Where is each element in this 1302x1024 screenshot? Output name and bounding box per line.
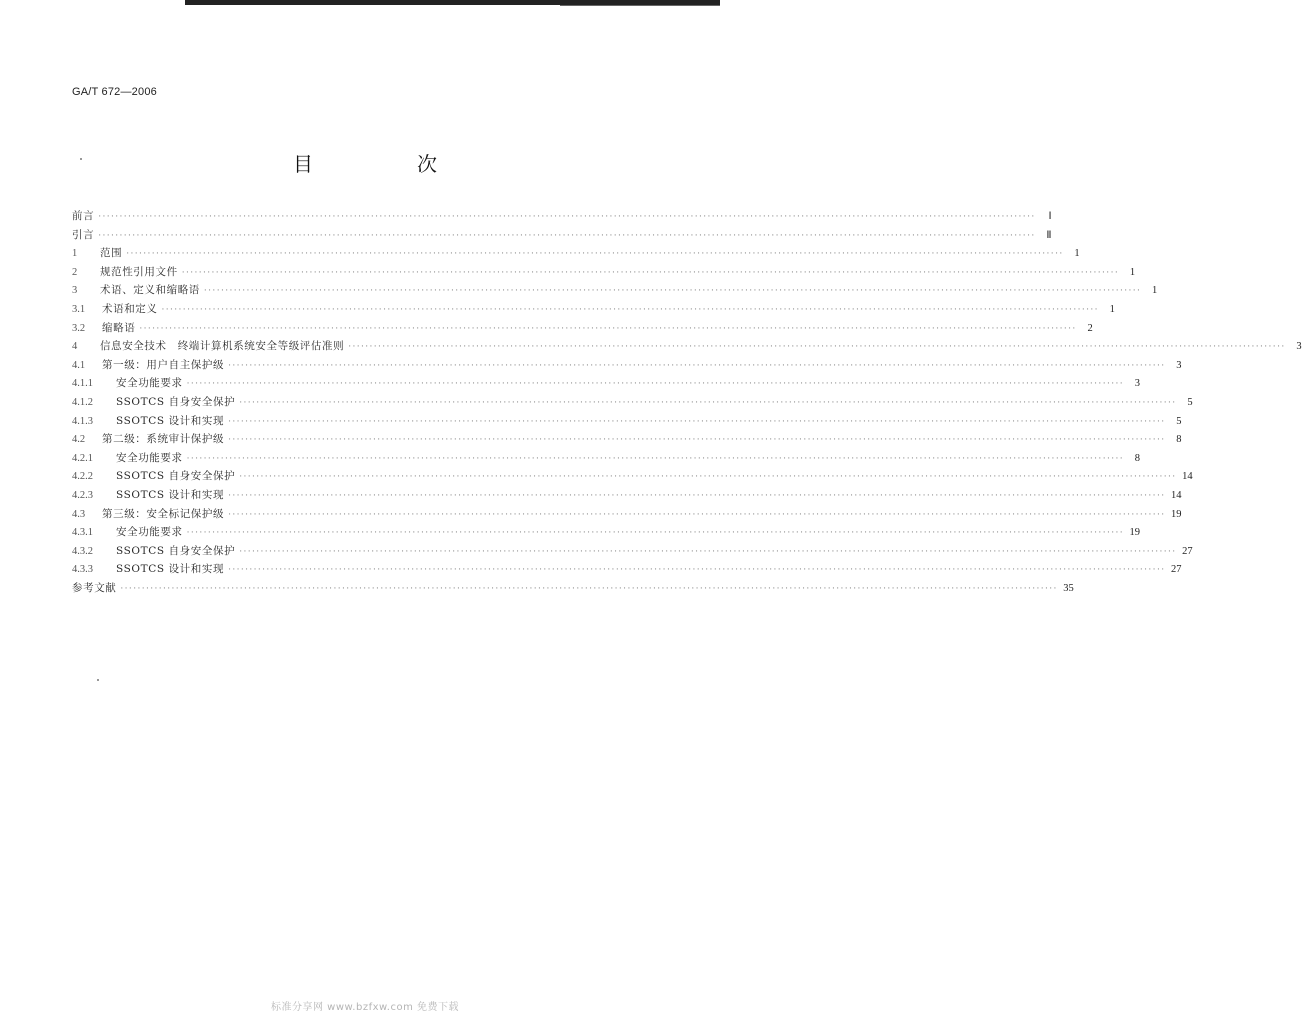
toc-entry-label: SSOTCS 设计和实现 [116,488,225,501]
table-of-contents [72,208,1302,598]
toc-entry-label: 安全功能要求 [116,526,183,539]
toc-entry-label: SSOTCS 自身安全保护 [116,544,236,557]
toc-entry[interactable] [72,208,1052,227]
toc-entry-number: 4.2.3 [72,489,93,501]
toc-entry-page: 3 [1296,341,1302,353]
toc-dot-leader: ···························································································································································································································· [228,490,1166,501]
toc-entry[interactable] [72,468,1193,487]
toc-entry-page: 1 [1074,248,1080,260]
toc-entry-page: 8 [1176,434,1182,446]
toc-entry-page: 5 [1187,396,1193,408]
toc-entry[interactable] [72,245,1080,264]
toc-dot-leader: ···························································································································································································································· [161,304,1099,315]
toc-entry[interactable] [72,282,1158,301]
toc-entry-number: 4.2.1 [72,452,93,464]
toc-entry[interactable] [72,375,1140,394]
toc-entry-label: 范围 [100,247,123,260]
toc-dot-leader: ···························································································································································································································· [186,528,1124,539]
toc-entry-label: 规范性引用文件 [100,265,178,278]
toc-title: 目 次 [293,152,479,176]
toc-entry-page: 5 [1176,415,1182,427]
toc-entry[interactable] [72,561,1182,580]
toc-dot-leader: ···························································································································································································································· [126,249,1064,260]
scan-speck [97,679,99,681]
toc-entry-page: 35 [1063,582,1074,594]
toc-entry-page: 14 [1182,471,1193,483]
toc-entry[interactable] [72,487,1182,506]
toc-entry-label: 缩略语 [102,321,136,334]
toc-entry-number: 4.2 [72,434,86,446]
toc-dot-leader: ···························································································································································································································· [348,342,1286,353]
toc-entry-label: 信息安全技术 终端计算机系统安全等级评估准则 [100,340,345,353]
toc-dot-leader: ···························································································································································································································· [120,583,1058,594]
toc-entry-number: 4.3.2 [72,545,93,557]
toc-entry-page: Ⅰ [1048,211,1052,222]
toc-entry-label: SSOTCS 自身安全保护 [116,395,236,408]
toc-entry-label: 术语、定义和缩略语 [100,284,200,297]
document-id: GA/T 672—2006 [72,86,157,98]
toc-entry-page: 19 [1171,508,1182,520]
toc-entry-page: 3 [1134,378,1140,390]
toc-entry-label: 引言 [72,228,95,241]
toc-entry-page: 1 [1152,285,1158,297]
toc-entry-label: 术语和定义 [102,302,158,315]
toc-entry[interactable] [72,506,1182,525]
toc-entry[interactable] [72,264,1136,283]
toc-dot-leader: ···························································································································································································································· [239,472,1177,483]
toc-entry-page: 1 [1129,266,1136,278]
toc-entry-page: 19 [1129,527,1140,539]
toc-dot-leader: ···························································································································································································································· [186,453,1124,464]
toc-entry[interactable] [72,431,1182,450]
toc-entry-page: 27 [1182,545,1193,557]
toc-entry-label: 第三级：安全标记保护级 [102,507,225,520]
toc-entry[interactable] [72,580,1074,599]
toc-dot-leader: ···························································································································································································································· [98,230,1036,241]
toc-entry-page: 27 [1170,564,1182,576]
toc-entry-number: 3.2 [72,322,86,334]
toc-entry[interactable] [72,227,1052,246]
toc-entry-number: 4.1 [72,359,86,371]
toc-entry-page: 2 [1087,322,1093,334]
toc-entry-number: 3.1 [72,303,86,315]
toc-dot-leader: ···························································································································································································································· [186,379,1124,390]
toc-dot-leader: ···························································································································································································································· [228,435,1166,446]
toc-entry-label: 安全功能要求 [116,377,183,390]
toc-entry-number: 4.1.3 [72,415,93,427]
toc-entry-page: Ⅱ [1046,229,1052,241]
scan-speck [80,158,82,160]
toc-dot-leader: ···························································································································································································································· [239,397,1177,408]
toc-entry[interactable] [72,524,1140,543]
toc-dot-leader: ···························································································································································································································· [228,509,1166,520]
toc-entry-number: 4.3.3 [72,564,93,576]
toc-entry-page: 1 [1109,303,1115,315]
toc-entry-number: 2 [72,266,78,278]
toc-entry[interactable] [72,357,1182,376]
toc-entry[interactable] [72,394,1193,413]
toc-entry-number: 3 [72,285,78,297]
toc-entry[interactable] [72,450,1140,469]
toc-dot-leader: ···························································································································································································································· [228,360,1166,371]
toc-entry-label: 参考文献 [72,581,117,594]
toc-entry-number: 4.2.2 [72,471,93,483]
top-border-rule-thin [560,5,720,6]
toc-entry-label: 安全功能要求 [116,451,183,464]
toc-dot-leader: ···························································································································································································································· [181,267,1120,278]
toc-dot-leader: ···························································································································································································································· [239,546,1177,557]
toc-entry-number: 4.1.2 [72,396,93,408]
toc-entry-label: 第二级：系统审计保护级 [102,433,225,446]
toc-entry-page: 14 [1170,489,1182,501]
toc-dot-leader: ···························································································································································································································· [139,323,1077,334]
toc-entry[interactable] [72,301,1115,320]
toc-entry-label: SSOTCS 自身安全保护 [116,470,236,483]
toc-entry-page: 3 [1176,359,1182,371]
toc-entry[interactable] [72,543,1193,562]
toc-entry[interactable] [72,413,1182,432]
toc-entry-number: 4 [72,341,78,353]
toc-entry[interactable] [72,338,1302,357]
toc-entry-label: SSOTCS 设计和实现 [116,563,225,576]
watermark-text: 标准分享网 www.bzfxw.com 免费下载 [271,1002,459,1013]
toc-entry-label: 第一级：用户自主保护级 [102,358,225,371]
toc-entry-number: 4.3.1 [72,527,93,539]
toc-entry-number: 4.3 [72,508,86,520]
toc-dot-leader: ···························································································································································································································· [203,286,1142,297]
toc-entry-label: SSOTCS 设计和实现 [116,414,225,427]
toc-entry-label: 前言 [72,210,95,222]
toc-dot-leader: ···························································································································································································································· [228,416,1166,427]
toc-dot-leader: ···························································································································································································································· [98,212,1036,222]
toc-dot-leader: ···························································································································································································································· [228,565,1166,576]
toc-entry-page: 8 [1134,452,1140,464]
toc-entry-number: 4.1.1 [72,378,93,390]
toc-entry[interactable] [72,320,1093,339]
toc-entry-number: 1 [72,248,78,260]
